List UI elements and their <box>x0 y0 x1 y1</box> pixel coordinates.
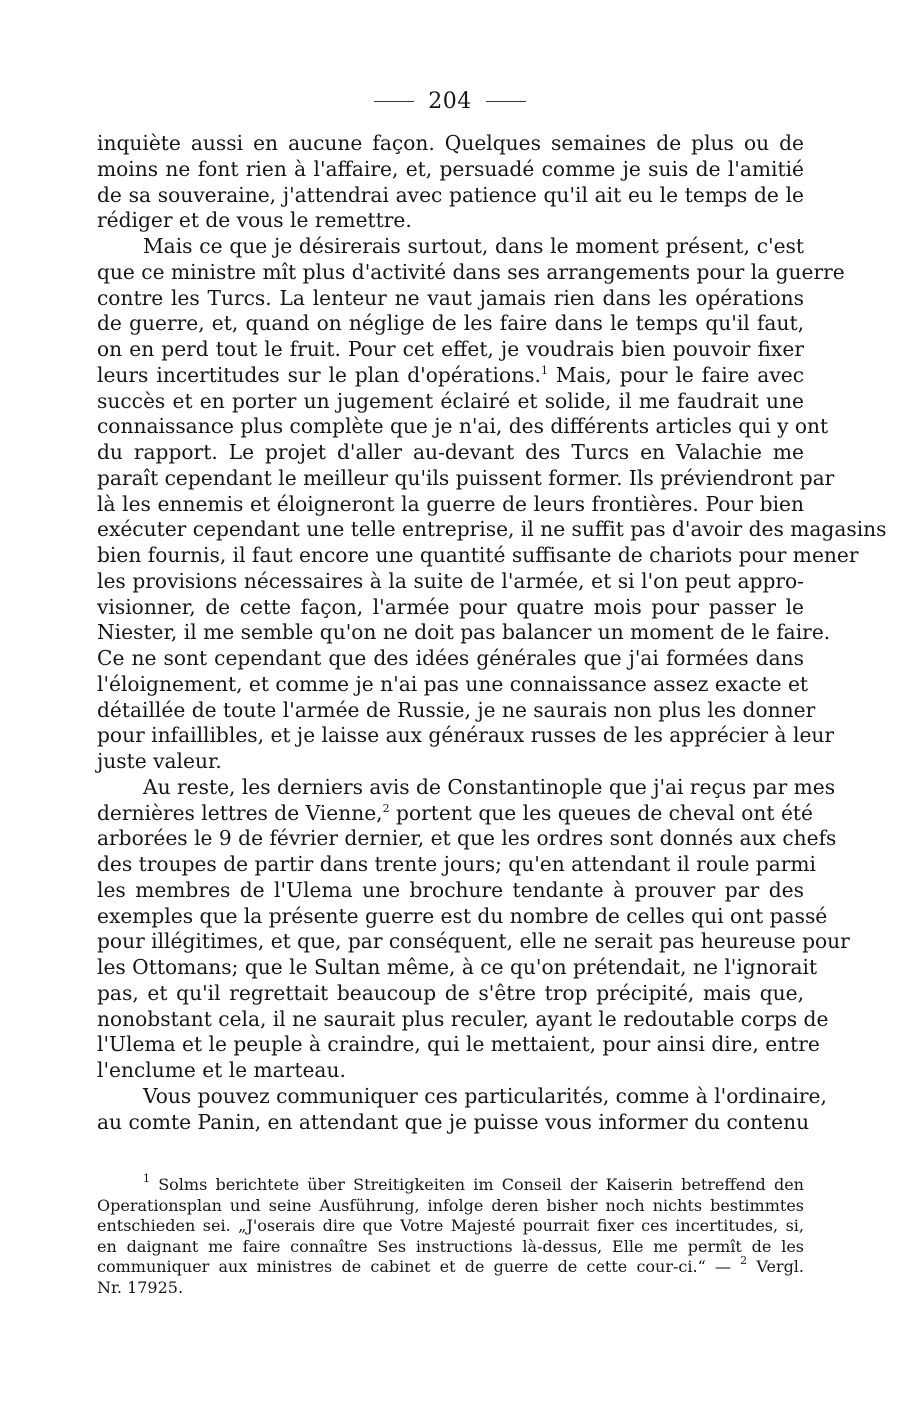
header-right-rule <box>486 101 526 102</box>
text-line: exécuter cependant une telle entreprise, il ne suffit pas d'avoir des magasins <box>97 517 887 542</box>
text-line: on en perd tout le fruit. Pour cet effet, je voudrais bien pouvoir fixer <box>97 337 804 361</box>
paragraph-4 <box>97 1083 827 1136</box>
text-line: de sa souveraine, j'attendrai avec patience qu'il ait eu le temps de le <box>97 182 804 207</box>
text-line: inquiète aussi en aucune façon. Quelques semaines de plus ou de <box>97 131 804 155</box>
paragraph-1 <box>97 131 804 234</box>
text-segment: Vergl. <box>756 1257 805 1276</box>
text-line: juste valeur. <box>97 749 222 773</box>
text-line: Vous pouvez communiquer ces particularités, comme à l'ordinaire, <box>143 1083 827 1108</box>
text-line: là les ennemis et éloigneront la guerre de leurs frontières. Pour bien <box>97 491 804 516</box>
text-line: les membres de l'Ulema une brochure tendante à prouver par des <box>97 877 804 902</box>
text-segment: portent que les queues de cheval ont été <box>396 800 813 825</box>
text-line: paraît cependant le meilleur qu'ils puissent former. Ils préviendront par <box>97 465 835 490</box>
text-line: contre les Turcs. La lenteur ne vaut jamais rien dans les opérations <box>97 285 804 310</box>
footnote-line: entschieden sei. „J'oserais dire que Votre Majesté pourrait fixer ces incertitudes, si, <box>97 1216 804 1235</box>
text-segment: communiquer aux ministres de cabinet et de guerre de cette cour-ci.“ — <box>97 1257 731 1276</box>
text-line: exemples que la présente guerre est du nombre de celles qui ont passé <box>97 903 828 928</box>
text-line: les Ottomans; que le Sultan même, à ce qu'on prétendait, ne l'ignorait <box>97 955 818 979</box>
text-line: bien fournis, il faut encore une quantité suffisante de chariots pour mener <box>97 543 859 567</box>
text-line: pour infaillibles, et je laisse aux généraux russes de les apprécier à leur <box>97 723 835 748</box>
footnote-reference-2: 2 <box>382 801 390 815</box>
footnote-reference-1: 1 <box>540 363 548 377</box>
footnote-marker-1: 1 <box>143 1172 150 1185</box>
footnote-line: Operationsplan und seine Ausführung, infolge deren bisher noch nichts bestimmtes <box>97 1195 804 1215</box>
text-line: du rapport. Le projet d'aller au-devant des Turcs en Valachie me <box>97 440 804 464</box>
text-line: pour illégitimes, et que, par conséquent, elle ne serait pas heureuse pour <box>97 929 850 954</box>
text-line: Au reste, les derniers avis de Constantinople que j'ai reçus par mes <box>143 774 836 799</box>
text-line: détaillée de toute l'armée de Russie, je ne saurais non plus les donner <box>97 697 816 722</box>
text-segment: Mais, pour le faire avec <box>555 362 804 387</box>
footnote-marker-2: 2 <box>740 1254 748 1267</box>
text-segment: Solms berichtete über Streitigkeiten im Conseil der Kaiserin betreffend den <box>158 1175 804 1194</box>
text-line: succès et en porter un jugement éclairé et solide, il me faudrait une <box>97 388 804 413</box>
text-line: des troupes de partir dans trente jours; qu'en attendant il roule parmi <box>97 852 817 876</box>
text-line: l'Ulema et le peuple à craindre, qui le mettaient, pour ainsi dire, entre <box>97 1032 820 1057</box>
footnote-line: Nr. 17925. <box>97 1277 184 1297</box>
footnote-line-with-marker <box>97 1254 805 1278</box>
page-number: 204 <box>428 88 472 114</box>
text-line: l'enclume et le marteau. <box>97 1058 346 1082</box>
footnote-1-line <box>97 1172 804 1196</box>
text-line: visionner, de cette façon, l'armée pour quatre mois pour passer le <box>97 594 804 619</box>
text-line: moins ne font rien à l'affaire, et, persuadé comme je suis de l'amitié <box>97 156 804 181</box>
text-line: les provisions nécessaires à la suite de l'armée, et si l'on peut appro- <box>97 568 804 593</box>
text-line: Ce ne sont cependant que des idées générales que j'ai formées dans <box>97 646 804 670</box>
text-line: connaissance plus complète que je n'ai, des différents articles qui y ont <box>97 414 829 439</box>
body-text <box>97 131 887 1135</box>
text-segment: leurs incertitudes sur le plan d'opérations. <box>97 362 541 387</box>
text-line: Niester, il me semble qu'on ne doit pas balancer un moment de le faire. <box>97 620 831 645</box>
text-line: Mais ce que je désirerais surtout, dans le moment présent, c'est <box>143 234 804 258</box>
page-header <box>0 86 900 116</box>
text-line: pas, et qu'il regrettait beaucoup de s'être trop précipité, mais que, <box>97 980 804 1005</box>
paragraph-2 <box>97 234 887 775</box>
paragraph-3 <box>97 774 850 1084</box>
text-line: au comte Panin, en attendant que je puisse vous informer du contenu <box>97 1109 810 1134</box>
text-line: de guerre, et, quand on néglige de les faire dans le temps qu'il faut, <box>97 311 804 336</box>
text-line: rédiger et de vous le remettre. <box>97 208 412 233</box>
text-line-with-footnote <box>97 800 813 827</box>
text-segment: dernières lettres de Vienne, <box>97 800 383 825</box>
text-line: l'éloignement, et comme je n'ai pas une connaissance assez exacte et <box>97 671 809 696</box>
text-line: que ce ministre mît plus d'activité dans ses arrangements pour la guerre <box>97 259 845 284</box>
text-line: arborées le 9 de février dernier, et que les ordres sont donnés aux chefs <box>97 826 837 851</box>
text-line: nonobstant cela, il ne saurait plus reculer, ayant le redoutable corps de <box>97 1006 829 1031</box>
text-line-with-footnote <box>97 363 804 389</box>
footnotes <box>97 1172 805 1298</box>
header-left-rule <box>374 101 414 102</box>
footnote-line: en daignant me faire connaître Ses instructions là-dessus, Elle me permît de les <box>97 1236 804 1256</box>
